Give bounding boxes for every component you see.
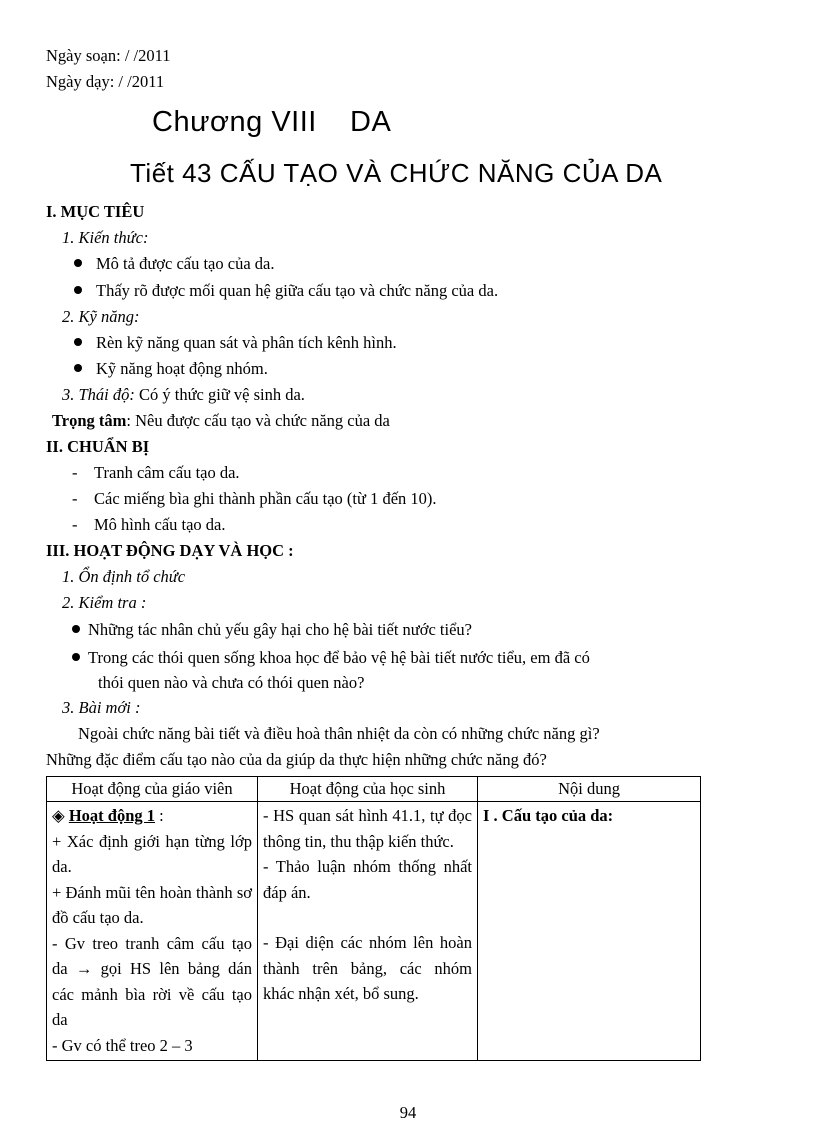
preparation-item: - Mô hình cấu tạo da. bbox=[72, 515, 226, 534]
header-content: Nội dung bbox=[478, 777, 701, 802]
bullet-icon bbox=[72, 653, 80, 661]
chapter-label: Chương VIII bbox=[152, 106, 317, 138]
lesson-title: Tiết 43 CẤU TẠO VÀ CHỨC NĂNG CỦA DA bbox=[130, 158, 663, 188]
step-3: 3. Bài mới : bbox=[62, 698, 141, 717]
preparation-date: Ngày soạn: / /2011 bbox=[46, 46, 171, 65]
section-1-heading: I. MỤC TIÊU bbox=[46, 202, 145, 221]
table-header-row bbox=[47, 777, 701, 802]
content-heading: I . Cấu tạo của da: bbox=[483, 806, 614, 825]
table-row bbox=[47, 802, 701, 1061]
student-cell bbox=[258, 802, 478, 1061]
header-student: Hoạt động của học sinh bbox=[258, 777, 478, 802]
teacher-line: - Gv treo tranh câm cấu tạo da → gọi HS lên bảng dán các mảnh bìa rời về cấu tạo da bbox=[52, 933, 252, 1029]
intro-line: Ngoài chức năng bài tiết và điều hoà thân nhiệt da còn có những chức năng gì? bbox=[78, 724, 600, 743]
preparation-item: - Tranh câm cấu tạo da. bbox=[72, 463, 240, 482]
teacher-line: + Đánh mũi tên hoàn thành sơ đồ cấu tạo da. bbox=[52, 882, 252, 927]
knowledge-label: 1. Kiến thức: bbox=[62, 228, 149, 247]
preparation-item: - Các miếng bìa ghi thành phần cấu tạo (từ 1 đến 10). bbox=[72, 489, 437, 508]
skills-item: Rèn kỹ năng quan sát và phân tích kênh hình. bbox=[74, 333, 397, 353]
teacher-cell bbox=[47, 802, 258, 1061]
student-line: - Đại diện các nhóm lên hoàn thành trên bảng, các nhóm khác nhận xét, bổ sung. bbox=[263, 933, 472, 1003]
review-question: Những tác nhân chủ yếu gây hại cho hệ bài tiết nước tiểu? bbox=[72, 620, 472, 640]
intro-line: Những đặc điểm cấu tạo nào của da giúp da thực hiện những chức năng đó? bbox=[46, 750, 547, 769]
focus-line: Trọng tâm: Nêu được cấu tạo và chức năng của da bbox=[52, 411, 390, 430]
page-number: 94 bbox=[399, 1103, 417, 1122]
step-1: 1. Ổn định tổ chức bbox=[62, 567, 186, 586]
attitude-line: 3. Thái độ: Có ý thức giữ vệ sinh da. bbox=[62, 385, 305, 404]
section-2-heading: II. CHUẨN BỊ bbox=[46, 437, 150, 456]
review-question-continued: thói quen nào và chưa có thói quen nào? bbox=[98, 673, 365, 692]
activity-table bbox=[46, 776, 701, 1061]
review-question: Trong các thói quen sống khoa học để bảo vệ hệ bài tiết nước tiểu, em đã có bbox=[72, 648, 590, 668]
diamond-icon: ◈ bbox=[52, 806, 65, 825]
skills-label: 2. Kỹ năng: bbox=[62, 307, 140, 326]
bullet-icon bbox=[72, 625, 80, 633]
chapter-name: DA bbox=[350, 106, 392, 138]
teacher-line: + Xác định giới hạn từng lớp da. bbox=[52, 831, 252, 876]
teacher-line: - Gv có thể treo 2 – 3 bbox=[52, 1035, 193, 1055]
section-3-heading: III. HOẠT ĐỘNG DẠY VÀ HỌC : bbox=[46, 541, 294, 560]
knowledge-item: Thấy rõ được mối quan hệ giữa cấu tạo và chức năng của da. bbox=[74, 281, 498, 301]
bullet-icon bbox=[74, 364, 82, 372]
bullet-icon bbox=[74, 259, 82, 267]
knowledge-item: Mô tả được cấu tạo của da. bbox=[74, 254, 274, 274]
step-2: 2. Kiểm tra : bbox=[62, 593, 147, 612]
teaching-date: Ngày dạy: / /2011 bbox=[46, 72, 165, 91]
content-cell bbox=[478, 802, 701, 1061]
skills-item: Kỹ năng hoạt động nhóm. bbox=[74, 359, 268, 379]
student-line: - Thảo luận nhóm thống nhất đáp án. bbox=[263, 857, 472, 902]
activity-title: ◈ Hoạt động 1 : bbox=[52, 806, 164, 825]
bullet-icon bbox=[74, 338, 82, 346]
bullet-icon bbox=[74, 286, 82, 294]
header-teacher: Hoạt động của giáo viên bbox=[47, 777, 258, 802]
student-line: - HS quan sát hình 41.1, tự đọc thông tin, thu thập kiến thức. bbox=[263, 806, 472, 851]
